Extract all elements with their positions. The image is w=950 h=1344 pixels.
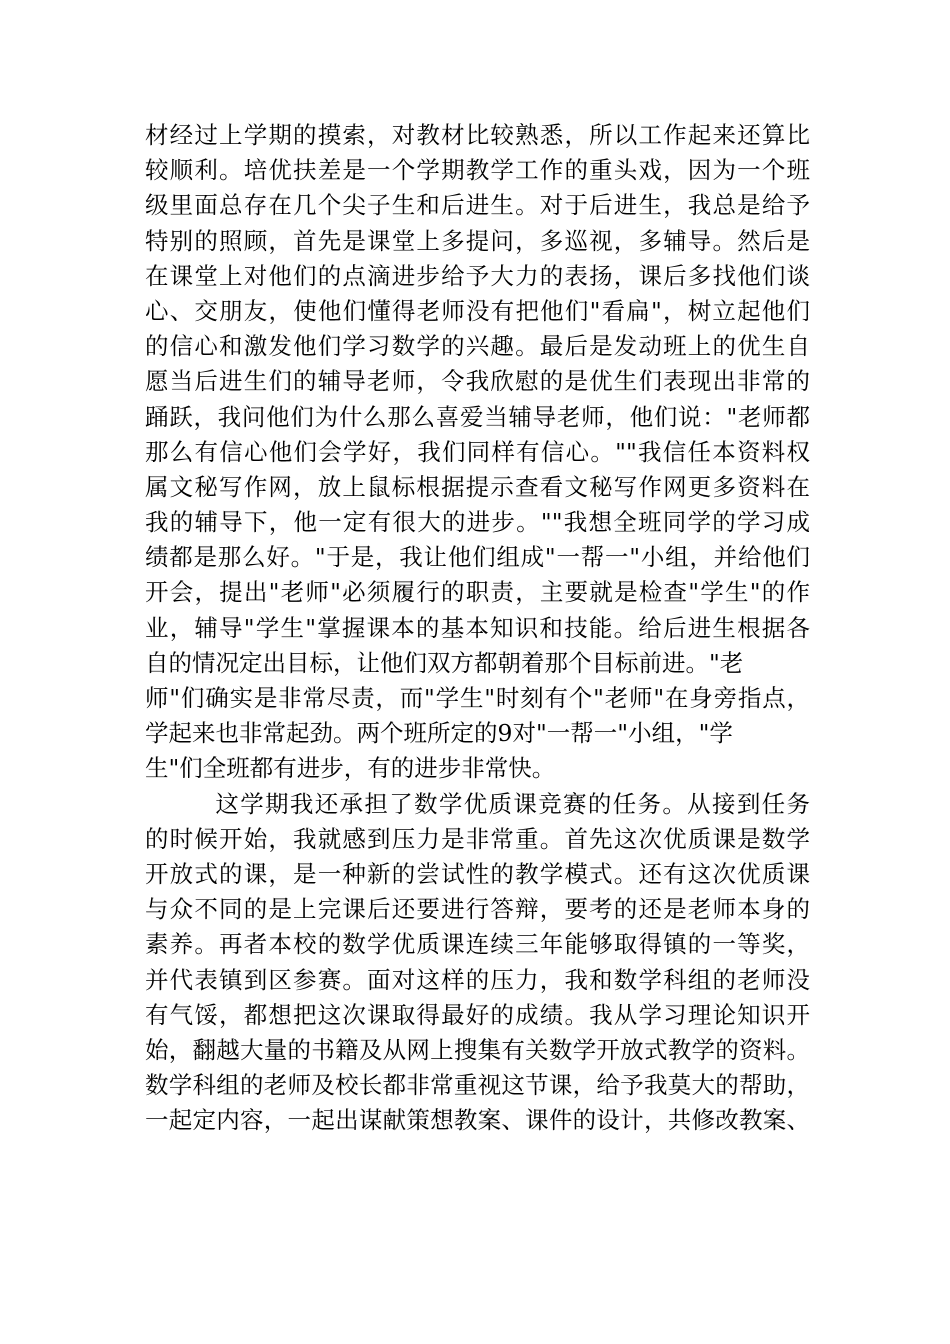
text-line: 属文秘写作网，放上鼠标根据提示查看文秘写作网更多资料在 [145, 472, 810, 501]
text-line: 的时候开始，我就感到压力是非常重。首先这次优质课是数学 [145, 824, 810, 853]
text-line: 级里面总存在几个尖子生和后进生。对于后进生，我总是给予 [145, 191, 810, 220]
text-line: 学起来也非常起劲。两个班所定的9对"一帮一"小组，"学 [145, 719, 733, 748]
text-line: 一起定内容，一起出谋献策想教案、课件的设计，共修改教案、 [145, 1106, 810, 1135]
text-line: 自的情况定出目标，让他们双方都朝着那个目标前进。"老 [145, 648, 744, 677]
text-line: 始，翻越大量的书籍及从网上搜集有关数学开放式教学的资料。 [145, 1035, 810, 1064]
text-line: 开会，提出"老师"必须履行的职责，主要就是检查"学生"的作 [145, 578, 810, 607]
text-line: 生"们全班都有进步，有的进步非常快。 [145, 754, 556, 783]
text-line: 与众不同的是上完课后还要进行答辩，要考的还是老师本身的 [145, 895, 810, 924]
text-line: 开放式的课，是一种新的尝试性的教学模式。还有这次优质课 [145, 859, 810, 888]
text-line: 的信心和激发他们学习数学的兴趣。最后是发动班上的优生自 [145, 332, 810, 361]
text-line: 那么有信心他们会学好，我们同样有信心。""我信任本资料权 [145, 437, 810, 466]
body-text [145, 118, 810, 1138]
text-line: 素养。再者本校的数学优质课连续三年能够取得镇的一等奖， [145, 930, 810, 959]
text-line: 业，辅导"学生"掌握课本的基本知识和技能。给后进生根据各 [145, 613, 810, 642]
text-line: 较顺利。培优扶差是一个学期教学工作的重头戏，因为一个班 [145, 156, 810, 185]
text-line: 特别的照顾，首先是课堂上多提问，多巡视，多辅导。然后是 [145, 226, 810, 255]
text-line: 材经过上学期的摸索，对教材比较熟悉，所以工作起来还算比 [145, 121, 810, 149]
text-line: 在课堂上对他们的点滴进步给予大力的表扬，课后多找他们谈 [145, 261, 810, 290]
text-line: 踊跃，我问他们为什么那么喜爱当辅导老师，他们说："老师都 [145, 402, 810, 431]
text-line: 我的辅导下，他一定有很大的进步。""我想全班同学的学习成 [145, 508, 810, 537]
text-line: 有气馁，都想把这次课取得最好的成绩。我从学习理论知识开 [145, 1000, 810, 1029]
text-line: 这学期我还承担了数学优质课竞赛的任务。从接到任务 [145, 789, 810, 818]
text-line: 并代表镇到区参赛。面对这样的压力，我和数学科组的老师没 [145, 965, 810, 994]
text-line: 愿当后进生们的辅导老师，令我欣慰的是优生们表现出非常的 [145, 367, 810, 396]
text-line: 绩都是那么好。"于是，我让他们组成"一帮一"小组，并给他们 [145, 543, 810, 572]
text-line: 心、交朋友，使他们懂得老师没有把他们"看扁"，树立起他们 [145, 296, 810, 325]
text-line: 数学科组的老师及校长都非常重视这节课，给予我莫大的帮助， [145, 1071, 810, 1100]
text-line: 师"们确实是非常尽责，而"学生"时刻有个"老师"在身旁指点， [145, 684, 810, 712]
